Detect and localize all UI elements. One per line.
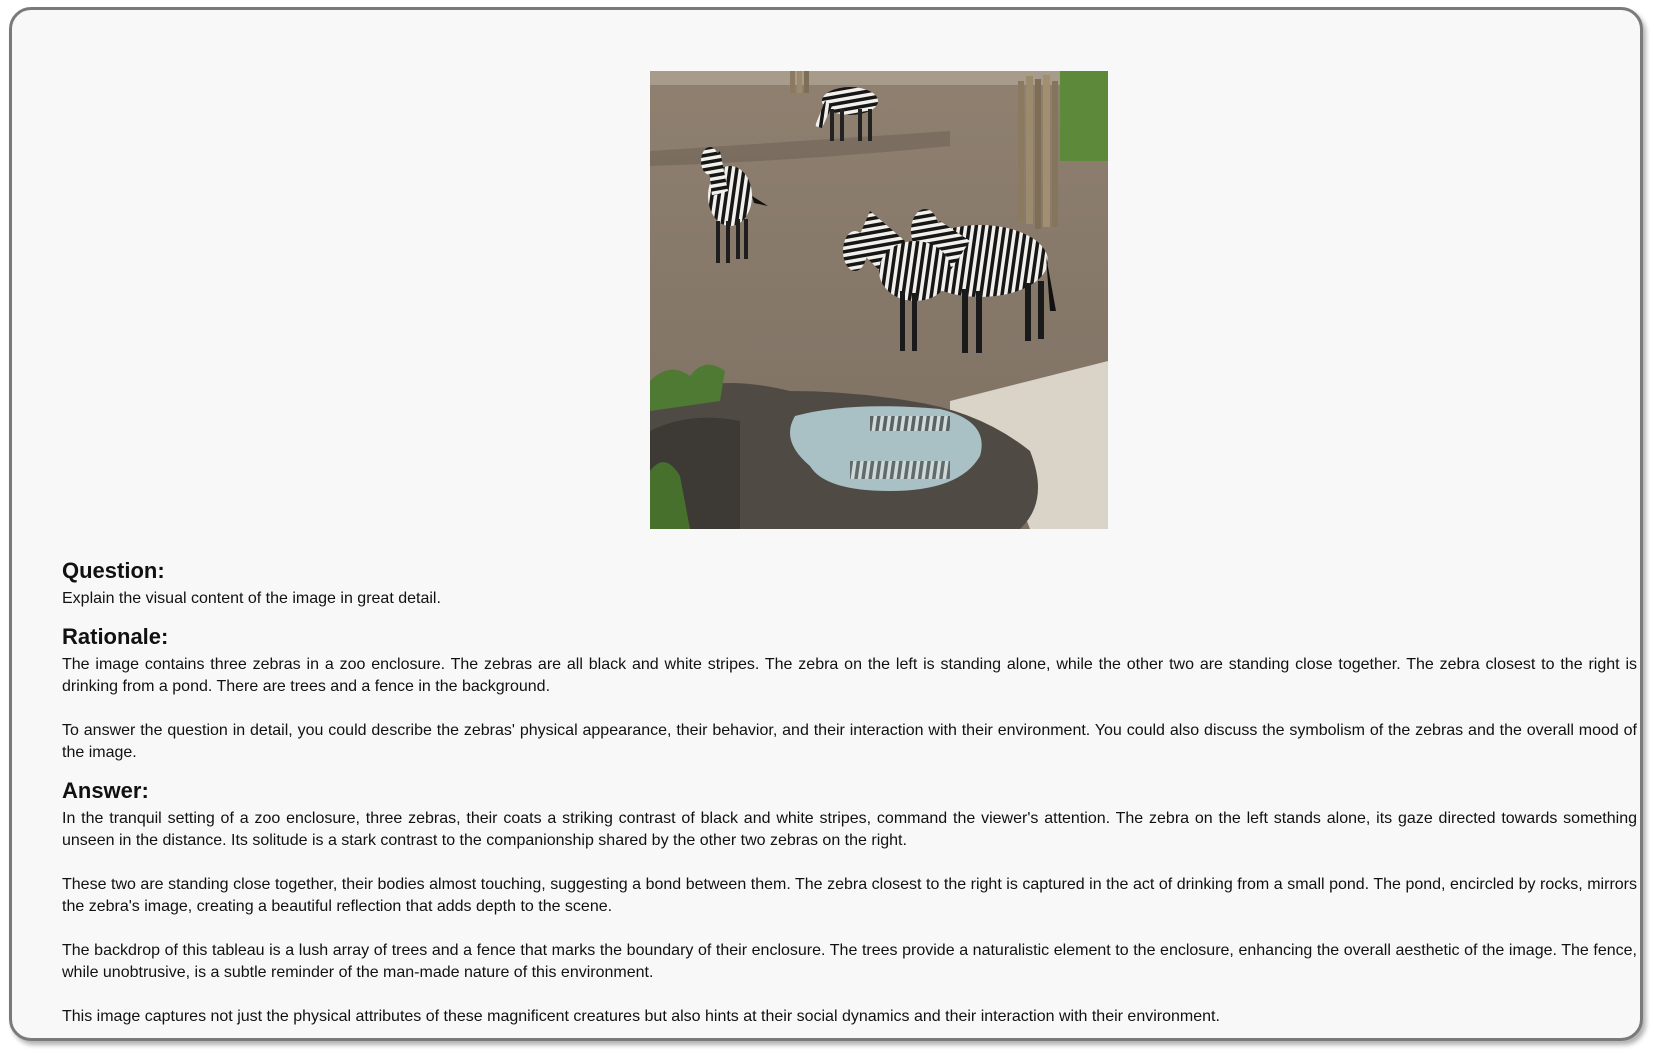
zebra-photo-illustration	[650, 71, 1108, 529]
text-content	[62, 558, 1637, 1028]
answer-paragraph: The backdrop of this tableau is a lush array of trees and a fence that marks the boundary of their enclosure. The trees provide a naturalistic element to the enclosure, enhancing the overall aesthetic of the image. The fence, while unobtrusive, is a subtle reminder of the man-made nature of this environment.	[62, 942, 1637, 981]
question-text: Explain the visual content of the image in great detail.	[62, 590, 441, 607]
answer-paragraph: In the tranquil setting of a zoo enclosure, three zebras, their coats a striking contrast of black and white stripes, command the viewer's attention. The zebra on the left stands alone, its gaze directed towards something unseen in the distance. Its solitude is a stark contrast to the companionship shared by the other two zebras on the right.	[62, 810, 1637, 849]
rationale-heading: Rationale:	[62, 624, 169, 649]
question-heading: Question:	[62, 558, 165, 583]
answer-heading: Answer:	[62, 778, 149, 803]
content-card	[9, 7, 1643, 1041]
foliage	[1060, 71, 1108, 161]
answer-paragraph: This image captures not just the physical attributes of these magnificent creatures but also hints at their social dynamics and their interaction with their environment.	[62, 1008, 1220, 1025]
rationale-paragraph: The image contains three zebras in a zoo enclosure. The zebras are all black and white stripes. The zebra on the left is standing alone, while the other two are standing close together. The zebra closest to the right is drinking from a pond. There are trees and a fence in the background.	[62, 656, 1637, 695]
rationale-paragraph: To answer the question in detail, you could describe the zebras' physical appearance, their behavior, and their interaction with their environment. You could also discuss the symbolism of the zebras and the overall mood of the image.	[62, 722, 1637, 761]
zebra-photo	[650, 71, 1108, 529]
answer-paragraph: These two are standing close together, their bodies almost touching, suggesting a bond between them. The zebra closest to the right is captured in the act of drinking from a small pond. The pond, encircled by rocks, mirrors the zebra's image, creating a beautiful reflection that adds depth to the scene.	[62, 876, 1637, 915]
